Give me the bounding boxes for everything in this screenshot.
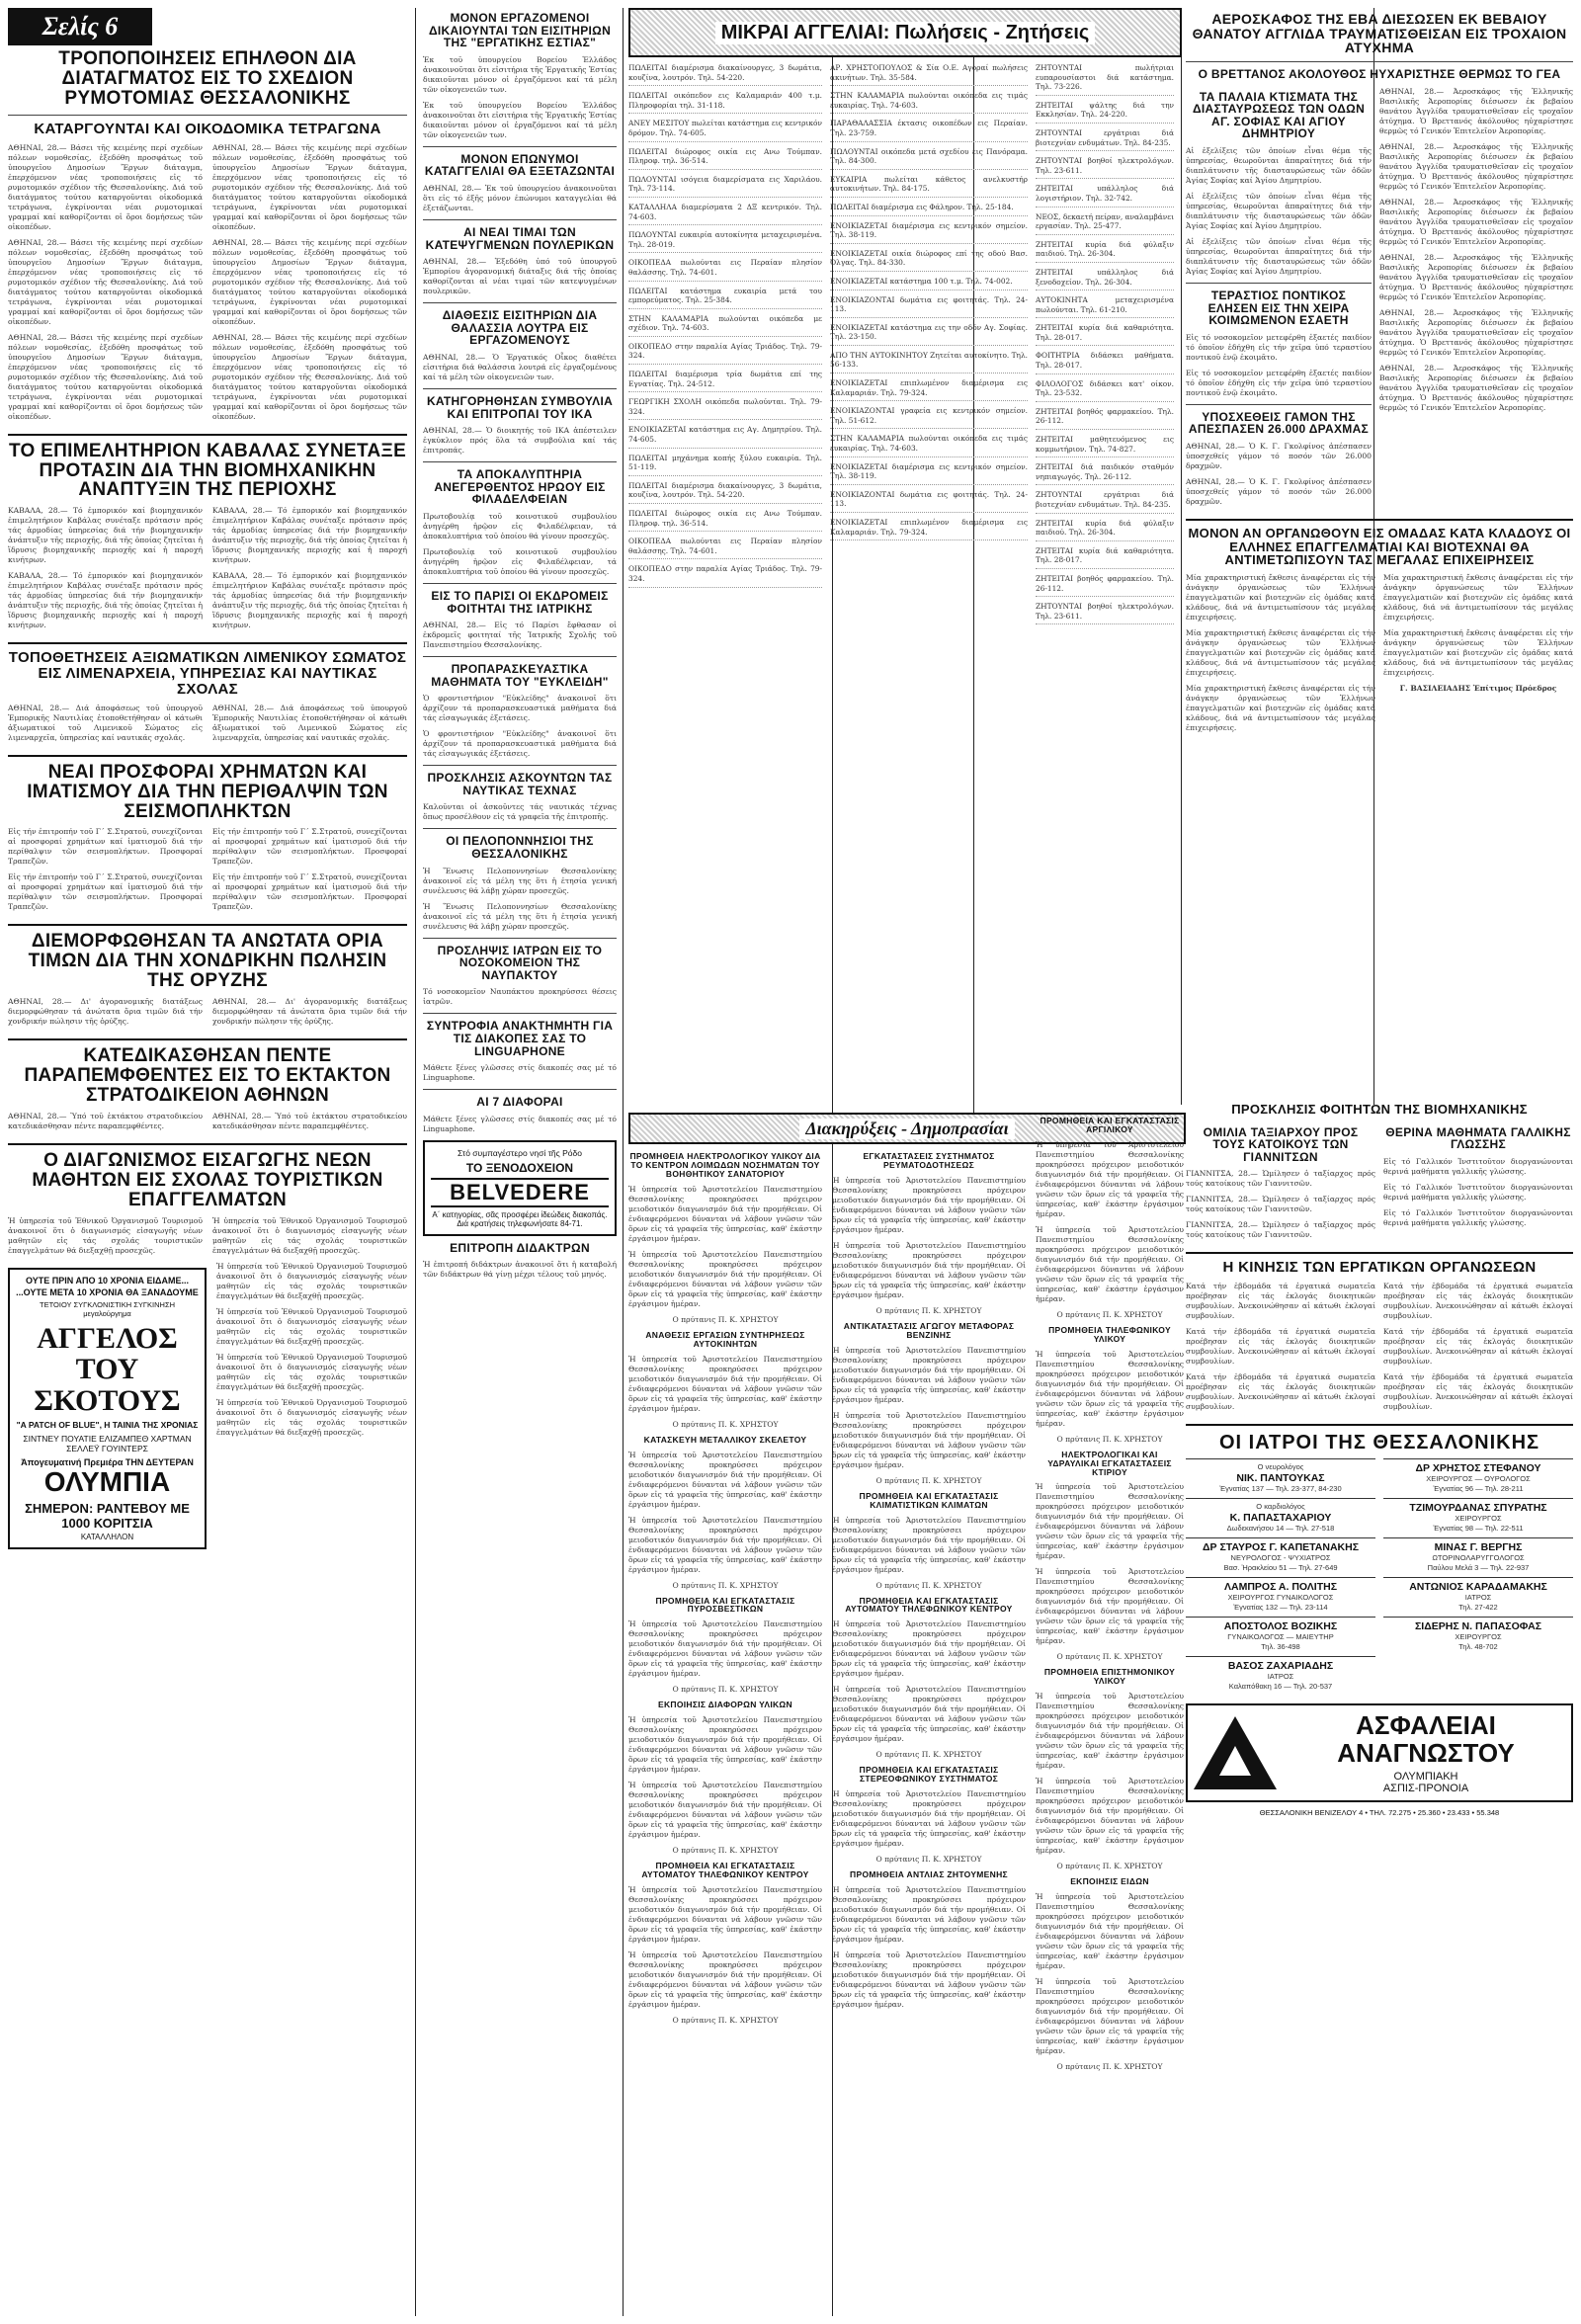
classified-ad: ΚΑΤΑΛΛΗΛΑ διαμερίσματα 2 ΔΞ κεντρικόν. Τηλ. 74-603. <box>628 203 822 225</box>
classified-ad: ΠΩΛΟΥΝΤΑΙ ευκαιρία αυτοκίνητα μεταχειρισμένα. Τηλ. 28-019. <box>628 230 822 253</box>
classified-ad: ΕΝΟΙΚΙΑΖΕΤΑΙ κατάστημα εις την οδόν Αγ. Σοφίας. Τηλ. 23-150. <box>830 323 1028 346</box>
doctor-card: ΜΙΝΑΣ Γ. ΒΕΡΓΗΣ ΩΤΟΡΙΝΟΛΑΡΥΓΓΟΛΟΓΟΣ Παύλου Μελά 3 — Τηλ. 22-937 <box>1383 1537 1573 1577</box>
tender-signature: Ο πρύτανις Π. Κ. ΧΡΗΣΤΟΥ <box>672 1685 779 1695</box>
classified-ad: ΕΝΟΙΚΙΑΖΕΤΑΙ κατάστημα 100 τ.μ. Τηλ. 74-002. <box>830 277 1028 290</box>
article-text: ΑΘΗΝΑΙ, 28.— Ὑπό τοῦ ἐκτάκτου στρατοδικείου κατεδικάσθησαν πέντε παραπεμφθέντες. <box>212 1112 407 1131</box>
article-text: ΑΘΗΝΑΙ, 28.— Ἀεροσκάφος τῆς Ἑλληνικῆς Βασιλικῆς Ἀεροπορίας διέσωσεν ἐκ βεβαίου θανάτου Ἀγγλίδα τραυματισθεῖσαν εἰς τροχαῖον ἀτύχημα. Ὁ Βρεττανός ἀκόλουθος ηὐχαρίστησε θερμῶς τό Γενικόν Ἐπιτελεῖον Ἀεροπορίας. <box>1379 363 1573 412</box>
classified-ad: ΖΗΤΕΙΤΑΙ βοηθός φαρμακείου. Τηλ. 26-112. <box>1036 574 1174 597</box>
tender-signature: Ο πρύτανις Π. Κ. ΧΡΗΣΤΟΥ <box>672 1846 779 1856</box>
belvedere-line1: Στό συμπαγέστερο νησί τῆς Ρόδο <box>458 1147 582 1158</box>
article-text: ΑΘΗΝΑΙ, 28.— Ὁ Κ. Γ. Γκολφίνος ἀπέσπασεν ὑποσχεθείς γάμον τό ποσόν τῶν 26.000 δραχμῶν. <box>1186 477 1372 506</box>
cinema-ad-premiere: Ἀπογευματινή Πρεμιέρα ΤΗΝ ΔΕΥΤΕΡΑΝ <box>21 1456 194 1467</box>
headline-pontikos: ΤΕΡΑΣΤΙΟΣ ΠΟΝΤΙΚΟΣ ΕΛΗΣΕΝ ΕΙΣ ΤΗΝ ΧΕΙΡΑ ΚΟΙΜΩΜΕΝΟΝ ΕΣΑΕΤΗ <box>1207 289 1350 328</box>
tender-text: Ἡ ὑπηρεσία τοῦ Ἀριστοτελείου Πανεπιστημίου Θεσσαλονίκης προκηρύσσει πρόχειρον μειοδοτικόν διαγωνισμόν διά τήν προμήθειαν. Οἱ ἐνδιαφερόμενοι δύνανται νά λάβουν γνῶσιν τῶν ὅρων εἰς τά γραφεῖα τῆς ὑπηρεσίας, καθ' ἑκάστην ἐργάσιμον ἡμέραν. <box>1036 1482 1184 1561</box>
article-text: ΓΙΑΝΝΙΤΣΑ, 28.— Ὡμίλησεν ὁ ταξίαρχος πρός τούς κατοίκους τῶν Γιαννιτσῶν. <box>1186 1195 1375 1214</box>
article-text: ΑΘΗΝΑΙ, 28.— Διά ἀποφάσεως τοῦ ὑπουργοῦ Ἐμπορικῆς Ναυτιλίας ἐτοποθετήθησαν οἱ κάτωθι ἀξιωματικοί τοῦ Λιμενικοῦ Σώματος εἰς λιμεναρχεῖα, ὑπηρεσίας καί ναυτικάς σχολάς. <box>8 703 203 742</box>
classifieds-header <box>628 8 1182 57</box>
article-text: Τό νοσοκομεῖον Ναυπάκτου προκηρύσσει θέσεις ἰατρῶν. <box>423 987 617 1007</box>
classified-ad: ΣΤΗΝ ΚΑΛΑΜΑΡΙΑ πωλούνται οικόπεδα με σχέδιον. Τηλ. 74-603. <box>628 314 822 337</box>
insurance-address: ΘΕΣΣΑΛΟΝΙΚΗ ΒΕΝΙΖΕΛΟΥ 4 • ΤΗΛ. 72.275 • 25.360 • 23.433 • 55.348 <box>1259 1808 1500 1818</box>
classified-ad: ΕΝΟΙΚΙΑΖΕΤΑΙ διαμέρισμα εις κεντρικόν σημείον. Τηλ. 38-119. <box>830 462 1028 485</box>
headline-gallika: ΘΕΡΙΝΑ ΜΑΘΗΜΑΤΑ ΓΑΛΛΙΚΗΣ ΓΛΩΣΣΗΣ <box>1385 1124 1571 1152</box>
classified-ad: ΖΗΤΕΙΤΑΙ διά παιδικόν σταθμόν νηπιαγωγός. Τηλ. 26-112. <box>1036 462 1174 485</box>
doctor-card: ΔΡ ΣΤΑΥΡΟΣ Γ. ΚΑΠΕΤΑΝΑΚΗΣ ΝΕΥΡΟΛΟΓΟΣ - ΨΥΧΙΑΤΡΟΣ Βασ. Ἡρακλείου 51 — Τηλ. 27-649 <box>1186 1537 1375 1577</box>
tender-signature: Ο πρύτανις Π. Κ. ΧΡΗΣΤΟΥ <box>1056 1434 1163 1444</box>
page-number-tag: Σελίς 6 <box>8 8 152 45</box>
tenders-column-c <box>1036 1113 1184 2078</box>
headline-stratodikeio: ΚΑΤΕΔΙΚΑΣΘΗΣΑΝ ΠΕΝΤΕ ΠΑΡΑΠΕΜΦΘΕΝΤΕΣ ΕΙΣ ΤΟ ΕΚΤΑΚΤΟΝ ΣΤΡΑΤΟΔΙΚΕΙΟΝ ΑΘΗΝΩΝ <box>24 1045 391 1107</box>
belvedere-line3: Α΄ κατηγορίας, σᾶς προσφέρει ἰδεώδεις διακοπάς. Διά κρατήσεις τηλεφωνήσατε 84-71. <box>432 1209 608 1228</box>
tender-text: Ἡ ὑπηρεσία τοῦ Ἀριστοτελείου Πανεπιστημίου Θεσσαλονίκης προκηρύσσει πρόχειρον μειοδοτικόν διαγωνισμόν διά τήν προμήθειαν. Οἱ ἐνδιαφερόμενοι δύνανται νά λάβουν γνῶσιν τῶν ὅρων εἰς τά γραφεῖα τῆς ὑπηρεσίας, καθ' ἑκάστην ἐργάσιμον ἡμέραν. <box>628 1950 822 2010</box>
tender-text: Ἡ ὑπηρεσία τοῦ Ἀριστοτελείου Πανεπιστημίου Θεσσαλονίκης προκηρύσσει πρόχειρον μειοδοτικόν διαγωνισμόν διά τήν προμήθειαν. Οἱ ἐνδιαφερόμενοι δύνανται νά λάβουν γνῶσιν τῶν ὅρων εἰς τά γραφεῖα τῆς ὑπηρεσίας, καθ' ἑκάστην ἐργάσιμον ἡμέραν. <box>832 1950 1026 2010</box>
classified-ad: ΕΥΚΑΙΡΙΑ πωλείται κάθετος ανελκυστήρ αυτοκινήτων. Τηλ. 84-175. <box>830 175 1028 198</box>
classified-ad: ΣΤΗΝ ΚΑΛΑΜΑΡΙΑ πωλούνται οικόπεδα εις τιμάς ευκαιρίας. Τηλ. 74-603. <box>830 91 1028 114</box>
article-text: ΑΘΗΝΑΙ, 28.— Ἀεροσκάφος τῆς Ἑλληνικῆς Βασιλικῆς Ἀεροπορίας διέσωσεν ἐκ βεβαίου θανάτου Ἀγγλίδα τραυματισθεῖσαν εἰς τροχαῖον ἀτύχημα. Ὁ Βρεττανός ἀκόλουθος ηὐχαρίστησε θερμῶς τό Γενικόν Ἐπιτελεῖον Ἀεροπορίας. <box>1379 307 1573 357</box>
article-text: ΑΘΗΝΑΙ, 28.— Διά ἀποφάσεως τοῦ ὑπουργοῦ Ἐμπορικῆς Ναυτιλίας ἐτοποθετήθησαν οἱ κάτωθι ἀξιωματικοί τοῦ Λιμενικοῦ Σώματος εἰς λιμεναρχεῖα, ὑπηρεσίας καί ναυτικάς σχολάς. <box>212 703 407 742</box>
headline-ergatiki-estia: ΜΟΝΟΝ ΕΡΓΑΖΟΜΕΝΟΙ ΔΙΚΑΙΟΥΝΤΑΙ ΤΩΝ ΕΙΣΙΤΗΡΙΩΝ ΤΗΣ "ΕΡΓΑΤΙΚΗΣ ΕΣΤΙΑΣ" <box>428 11 612 50</box>
classified-ad: ΖΗΤΕΙΤΑΙ βοηθός φαρμακείου. Τηλ. 26-112. <box>1036 407 1174 430</box>
article-text: Ἡ ὑπηρεσία τοῦ Ἐθνικοῦ Ὀργανισμοῦ Τουρισμοῦ ἀνακοινοῖ ὅτι ὁ διαγωνισμός εἰσαγωγῆς νέων μαθητῶν εἰς τάς σχολάς τουριστικῶν ἐπαγγελμάτων θά διεξαχθῇ προσεχῶς. <box>216 1352 407 1391</box>
article-text: ΑΘΗΝΑΙ, 28.— Ὑπό τοῦ ἐκτάκτου στρατοδικείου κατεδικάσθησαν πέντε παραπεμφθέντες. <box>8 1112 203 1131</box>
article-text: Μάθετε ξένες γλῶσσες στίς διακοπές σας μέ τό Linguaphone. <box>423 1114 617 1133</box>
doctor-card: ΑΝΤΩΝΙΟΣ ΚΑΡΑΔΑΜΑΚΗΣ ΙΑΤΡΟΣ Τηλ. 27-422 <box>1383 1577 1573 1617</box>
article-text: Εἰς τήν ἐπιτροπήν τοῦ Γ΄ Σ.Στρατοῦ, συνεχίζονται αἱ προσφοραί χρημάτων καί ἱματισμοῦ διά τήν περίθαλψιν τῶν σεισμοπλήκτων. Προσφοραί Τραπεζῶν. <box>212 872 407 912</box>
headline-ika: ΚΑΤΗΓΟΡΗΘΗΣΑΝ ΣΥΜΒΟΥΛΙΑ ΚΑΙ ΕΠΙΤΡΟΠΑΙ ΤΟΥ ΙΚΑ <box>426 393 614 421</box>
tender-heading: ΗΛΕΚΤΡΟΛΟΓΙΚΑΙ ΚΑΙ ΥΔΡΑΥΛΙΚΑΙ ΕΓΚΑΤΑΣΤΑΣΕΙΣ ΚΤΙΡΙΟΥ <box>1047 1449 1172 1477</box>
tender-heading: ΑΝΑΘΕΣΙΣ ΕΡΓΑΣΙΩΝ ΣΥΝΤΗΡΗΣΕΩΣ ΑΥΤΟΚΙΝΗΤΩΝ <box>645 1329 805 1349</box>
article-text: Κατά τήν ἑβδομάδα τά ἐργατικά σωματεῖα προέβησαν εἰς τάς ἐκλογάς διοικητικῶν συμβουλίων. Ἀνεκοινώθησαν αἱ κάτωθι ἐκλογαί συμβουλίων. <box>1186 1327 1375 1367</box>
classified-ad: ΕΝΟΙΚΙΑΖΕΤΑΙ επιπλωμένον διαμέρισμα εις Καλαμαριάν. Τηλ. 79-324. <box>830 518 1028 540</box>
headline-ktismata: ΤΑ ΠΑΛΑΙΑ ΚΤΙΣΜΑΤΑ ΤΗΣ ΔΙΑΣΤΑΥΡΩΣΕΩΣ ΤΩΝ ΟΔΩΝ ΑΓ. ΣΟΦΙΑΣ ΚΑΙ ΑΓΙΟΥ ΔΗΜΗΤΡΙΟΥ <box>1192 89 1366 141</box>
tender-text: Ἡ ὑπηρεσία τοῦ Ἀριστοτελείου Πανεπιστημίου Θεσσαλονίκης προκηρύσσει πρόχειρον μειοδοτικόν διαγωνισμόν διά τήν προμήθειαν. Οἱ ἐνδιαφερόμενοι δύνανται νά λάβουν γνῶσιν τῶν ὅρων εἰς τά γραφεῖα τῆς ὑπηρεσίας, καθ' ἑκάστην ἐργάσιμον ἡμέραν. <box>628 1354 822 1413</box>
article-text: ΑΘΗΝΑΙ, 28.— Δι' ἀγορανομικῆς διατάξεως διεμορφώθησαν τά ἀνώτατα ὅρια τιμῶν διά τήν χονδρικήν πώλησιν τῆς ὀρύζης. <box>212 997 407 1027</box>
article-text: Ἡ ὑπηρεσία τοῦ Ἐθνικοῦ Ὀργανισμοῦ Τουρισμοῦ ἀνακοινοῖ ὅτι ὁ διαγωνισμός εἰσαγωγῆς νέων μαθητῶν εἰς τάς σχολάς τουριστικῶν ἐπαγγελμάτων θά διεξαχθῇ προσεχῶς. <box>216 1306 407 1346</box>
tender-heading: ΕΓΚΑΤΑΣΤΑΣΕΙΣ ΣΥΣΤΗΜΑΤΟΣ ΡΕΥΜΑΤΟΔΟΤΗΣΕΩΣ <box>863 1151 995 1170</box>
tender-signature: Ο πρύτανις Π. Κ. ΧΡΗΣΤΟΥ <box>1056 1309 1163 1319</box>
article-text: Εἰς τήν ἐπιτροπήν τοῦ Γ΄ Σ.Στρατοῦ, συνεχίζονται αἱ προσφοραί χρημάτων καί ἱματισμοῦ διά τήν περίθαλψιν τῶν σεισμοπλήκτων. Προσφοραί Τραπεζῶν. <box>8 872 203 912</box>
column-6 <box>1186 8 1573 739</box>
cinema-ad-cast: ΣΙΝΤΝΕΥ ΠΟΥΑΤΙΕ ΕΛΙΖΑΜΠΕΘ ΧΑΡΤΜΑΝ ΣΕΛΛΕΫ ΓΟΥΙΝΤΕΡΣ <box>23 1433 192 1453</box>
doctors-list-right <box>1383 1458 1573 1696</box>
cinema-ad <box>8 1268 207 1549</box>
doctor-card: ΑΠΟΣΤΟΛΟΣ ΒΟΖΙΚΗΣ ΓΥΝΑΙΚΟΛΟΓΟΣ — ΜΑΙΕΥΤΗΡ Τηλ. 36-498 <box>1186 1617 1375 1656</box>
doctor-card: ΒΑΣΟΣ ΖΑΧΑΡΙΑΔΗΣ ΙΑΤΡΟΣ Καλαπόθακη 16 — Τηλ. 20-537 <box>1186 1656 1375 1696</box>
article-text: Ἐκ τοῦ ὑπουργείου Βορείου Ἑλλάδος ἀνακοινοῦται ὅτι εἰσιτήρια τῆς Ἐργατικῆς Ἑστίας δικαιοῦνται μόνον οἱ ἐργαζόμενοι καί τά μέλη τῶν οἰκογενειῶν των. <box>423 100 617 139</box>
headline-taxiarchos: ΟΜΙΛΙΑ ΤΑΞΙΑΡΧΟΥ ΠΡΟΣ ΤΟΥΣ ΚΑΤΟΙΚΟΥΣ ΤΩΝ ΓΙΑΝΝΙΤΣΩΝ <box>1203 1124 1359 1164</box>
classified-ad: ΕΝΟΙΚΙΑΖΟΝΤΑΙ δωμάτια εις φοιτητάς. Τηλ. 24-113. <box>830 295 1028 318</box>
article-text: Ὁ φροντιστήριον "Εὐκλείδης" ἀνακοινοῖ ὅτι ἀρχίζουν τά προπαρασκευαστικά μαθήματα διά τάς εἰσαγωγικάς ἐξετάσεις. <box>423 694 617 723</box>
article-text: Ἡ ὑπηρεσία τοῦ Ἐθνικοῦ Ὀργανισμοῦ Τουρισμοῦ ἀνακοινοῖ ὅτι ὁ διαγωνισμός εἰσαγωγῆς νέων μαθητῶν εἰς τάς σχολάς τουριστικῶν ἐπαγγελμάτων θά διεξαχθῇ προσεχῶς. <box>216 1261 407 1300</box>
tender-text: Ἡ ὑπηρεσία τοῦ Ἀριστοτελείου Πανεπιστημίου Θεσσαλονίκης προκηρύσσει πρόχειρον μειοδοτικόν διαγωνισμόν διά τήν προμήθειαν. Οἱ ἐνδιαφερόμενοι δύνανται νά λάβουν γνῶσιν τῶν ὅρων εἰς τά γραφεῖα τῆς ὑπηρεσίας, καθ' ἑκάστην ἐργάσιμον ἡμέραν. <box>832 1885 1026 1945</box>
headline-foitites: ΠΡΟΣΚΛΗΣΙΣ ΦΟΙΤΗΤΩΝ ΤΗΣ ΒΙΟΜΗΧΑΝΙΚΗΣ <box>1231 1102 1528 1117</box>
doctor-card: ΔΡ ΧΡΗΣΤΟΣ ΣΤΕΦΑΝΟΥ ΧΕΙΡΟΥΡΓΟΣ — ΟΥΡΟΛΟΓΟΣ Ἐγνατίας 96 — Τηλ. 28-211 <box>1383 1458 1573 1498</box>
article-text: ΑΘΗΝΑΙ, 28.— Βάσει τῆς κειμένης περί σχεδίων πόλεων νομοθεσίας, ἐξεδόθη προσφάτως τοῦ ὑπουργεῖου Δημοσίων Ἔργων διάταγμα, ἐπερχόμενον νέας τροποποιήσεις εἰς τό ρυμοτομικόν σχέδιον τῆς Θεσσαλονίκης. Διά τοῦ διατάγματος τούτου καταργοῦνται οἰκοδομικά τετράγωνα, ἐγκρίνονται νέαι ρυμοτομικαί γραμμαί καί καθορίζονται οἱ ὅροι δομήσεως τῶν οἰκοπέδων. <box>212 332 407 421</box>
article-text: ΑΘΗΝΑΙ, 28.— Ἀεροσκάφος τῆς Ἑλληνικῆς Βασιλικῆς Ἀεροπορίας διέσωσεν ἐκ βεβαίου θανάτου Ἀγγλίδα τραυματισθεῖσαν εἰς τροχαῖον ἀτύχημα. Ὁ Βρεττανός ἀκόλουθος ηὐχαρίστησε θερμῶς τό Γενικόν Ἐπιτελεῖον Ἀεροπορίας. <box>1379 197 1573 246</box>
article-text: Κατά τήν ἑβδομάδα τά ἐργατικά σωματεῖα προέβησαν εἰς τάς ἐκλογάς διοικητικῶν συμβουλίων. Ἀνεκοινώθησαν αἱ κάτωθι ἐκλογαί συμβουλίων. <box>1186 1282 1375 1321</box>
classified-ad: ΠΩΛΕΙΤΑΙ διαμέρισμα διακαίνουργες, 3 δωμάτια, κουζίνα, λουτρόν. Τηλ. 54-220. <box>628 481 822 504</box>
article-text: ΑΘΗΝΑΙ, 28.— Ὁ Ἐργατικός Οἶκος διαθέτει εἰσιτήρια διά θαλάσσια λουτρά εἰς ἐργαζομένους καί τά μέλη τῶν οἰκογενειῶν των. <box>423 352 617 381</box>
doctor-card: Ο νευρολόγος ΝΙΚ. ΠΑΝΤΟΥΚΑΣ Ἐγνατίας 137 — Τηλ. 23-377, 84-230 <box>1186 1458 1375 1498</box>
article-text: Εἰς τό νοσοκομεῖον μετεφέρθη ἑξαετές παιδίον τό ὁποῖον ἐδήχθη εἰς τήν χεῖρα ὑπό τεραστίου ποντικοῦ ἐνῷ ἐκοιμᾶτο. <box>1186 368 1372 397</box>
cinema-ad-line2: ...ΟΥΤΕ ΜΕΤΑ 10 ΧΡΟΝΙΑ ΘΑ ΞΑΝΑΔΟΥΜΕ <box>16 1286 199 1297</box>
classified-ad: ΠΩΛΕΙΤΑΙ κατάστημα ευκαιρία μετά του εμπορεύματος. Τηλ. 25-384. <box>628 287 822 309</box>
article-text: ΑΘΗΝΑΙ, 28.— Ὁ διοικητής τοῦ ΙΚΑ ἀπέστειλεν ἐγκύκλιον πρός ὅλα τά συμβούλια καί τάς ἐπιτροπάς. <box>423 426 617 456</box>
article-text: ΑΘΗΝΑΙ, 28.— Βάσει τῆς κειμένης περί σχεδίων πόλεων νομοθεσίας, ἐξεδόθη προσφάτως τοῦ ὑπουργεῖου Δημοσίων Ἔργων διάταγμα, ἐπερχόμενον νέας τροποποιήσεις εἰς τό ρυμοτομικόν σχέδιον τῆς Θεσσαλονίκης. Διά τοῦ διατάγματος τούτου καταργοῦνται οἰκοδομικά τετράγωνα, ἐγκρίνονται νέαι ρυμοτομικαί γραμμαί καί καθορίζονται οἱ ὅροι δομήσεως τῶν οἰκοπέδων. <box>8 237 203 326</box>
cinema-ad-title1: ΑΓΓΕΛΟΣ <box>37 1321 178 1355</box>
tender-text: Ἡ ὑπηρεσία τοῦ Ἀριστοτελείου Πανεπιστημίου Θεσσαλονίκης προκηρύσσει πρόχειρον μειοδοτικόν διαγωνισμόν διά τήν προμήθειαν. Οἱ ἐνδιαφερόμενοι δύνανται νά λάβουν γνῶσιν τῶν ὅρων εἰς τά γραφεῖα τῆς ὑπηρεσίας, καθ' ἑκάστην ἐργάσιμον ἡμέραν. <box>1036 1567 1184 1646</box>
classified-ad: ΕΝΟΙΚΙΑΖΕΤΑΙ κατάστημα εις Αγ. Δημητρίου. Τηλ. 74-605. <box>628 425 822 448</box>
article-text: Ἡ ὑπηρεσία τοῦ Ἐθνικοῦ Ὀργανισμοῦ Τουρισμοῦ ἀνακοινοῖ ὅτι ὁ διαγωνισμός εἰσαγωγῆς νέων μαθητῶν εἰς τάς σχολάς τουριστικῶν ἐπαγγελμάτων θά διεξαχθῇ προσεχῶς. <box>216 1397 407 1437</box>
tender-signature: Ο πρύτανις Π. Κ. ΧΡΗΣΤΟΥ <box>875 1475 982 1485</box>
article-text: Ἡ ὑπηρεσία τοῦ Ἐθνικοῦ Ὀργανισμοῦ Τουρισμοῦ ἀνακοινοῖ ὅτι ὁ διαγωνισμός εἰσαγωγῆς νέων μαθητῶν εἰς τάς σχολάς τουριστικῶν ἐπαγγελμάτων θά διεξαχθῇ προσεχῶς. <box>212 1215 407 1255</box>
classified-ad: ΦΙΛΟΛΟΓΟΣ διδάσκει κατ' οίκον. Τηλ. 23-532. <box>1036 379 1174 402</box>
article-text: Ἡ ὑπηρεσία τοῦ Ἐθνικοῦ Ὀργανισμοῦ Τουρισμοῦ ἀνακοινοῖ ὅτι ὁ διαγωνισμός εἰσαγωγῆς νέων μαθητῶν εἰς τάς σχολάς τουριστικῶν ἐπαγγελμάτων θά διεξαχθῇ προσεχῶς. <box>8 1215 203 1255</box>
classifieds-column-a <box>628 63 822 629</box>
insurance-line-1: ΟΛΥΜΠΙΑΚΗ <box>1393 1771 1458 1784</box>
article-text: Εἰς τήν ἐπιτροπήν τοῦ Γ΄ Σ.Στρατοῦ, συνεχίζονται αἱ προσφοραί χρημάτων καί ἱματισμοῦ διά τήν περίθαλψιν τῶν σεισμοπλήκτων. Προσφοραί Τραπεζῶν. <box>8 827 203 867</box>
tender-signature: Ο πρύτανις Π. Κ. ΧΡΗΣΤΟΥ <box>1056 1862 1163 1871</box>
article-text: Πρωτοβουλίᾳ τοῦ κοινοτικοῦ συμβουλίου ἀνηγέρθη ἡρῷον εἰς Φιλαδέλφειαν, τά ἀποκαλυπτήρια τοῦ ὁποίου θά γίνουν προσεχῶς. <box>423 546 617 576</box>
classified-ad: ΕΝΟΙΚΙΑΖΕΤΑΙ διαμέρισμα εις κεντρικόν σημείον. Τηλ. 38-119. <box>830 221 1028 244</box>
headline-kavala: ΤΟ ΕΠΙΜΕΛΗΤΗΡΙΟΝ ΚΑΒΑΛΑΣ ΣΥΝΕΤΑΞΕ ΠΡΟΤΑΣΙΝ ΔΙΑ ΤΗΝ ΒΙΟΜΗΧΑΝΙΚΗΝ ΑΝΑΠΤΥΞΙΝ ΤΗΣ ΠΕΡΙΟΧΗΣ <box>8 440 407 501</box>
classified-ad: ΖΗΤΟΥΝΤΑΙ πωλήτριαι ευπαρουσίαστοι διά κατάστημα. Τηλ. 73-226. <box>1036 63 1174 96</box>
article-text: ΑΘΗΝΑΙ, 28.— Ἀεροσκάφος τῆς Ἑλληνικῆς Βασιλικῆς Ἀεροπορίας διέσωσεν ἐκ βεβαίου θανάτου Ἀγγλίδα τραυματισθεῖσαν εἰς τροχαῖον ἀτύχημα. Ὁ Βρεττανός ἀκόλουθος ηὐχαρίστησε θερμῶς τό Γενικόν Ἐπιτελεῖον Ἀεροπορίας. <box>1379 252 1573 301</box>
tender-signature: Ο πρύτανις Π. Κ. ΧΡΗΣΤΟΥ <box>1056 2062 1163 2072</box>
headline-efkleidis: ΠΡΟΠΑΡΑΣΚΕΥΑΣΤΙΚΑ ΜΑΘΗΜΑΤΑ ΤΟΥ "ΕΥΚΛΕΙΔΗ" <box>431 662 609 689</box>
classified-ad: ΖΗΤΟΥΝΤΑΙ βοηθοί ηλεκτρολόγων. Τηλ. 23-611. <box>1036 156 1174 179</box>
doctor-card: ΛΑΜΠΡΟΣ Α. ΠΟΛΙΤΗΣ ΧΕΙΡΟΥΡΓΟΣ ΓΥΝΑΙΚΟΛΟΓΟΣ Ἐγνατίας 132 — Τηλ. 23-114 <box>1186 1577 1375 1617</box>
right-lower <box>1186 1099 1573 1817</box>
article-text: Αἱ ἐξελίξεις τῶν ὁποίων εἶναι θέμα τῆς ὑπηρεσίας, θεωροῦνται ἀπαραίτητες διά τήν διαπλάτυνσιν τῆς διασταυρώσεως τῶν ὁδῶν Ἀγίας Σοφίας καί Ἁγίου Δημητρίου. <box>1186 146 1372 186</box>
classified-ad: ΖΗΤΕΙΤΑΙ κυρία διά φύλαξιν παιδιού. Τηλ. 26-304. <box>1036 519 1174 541</box>
classified-ad: ΟΙΚΟΠΕΔΑ πωλούνται εις Περαίαν πλησίον θαλάσσης. Τηλ. 74-601. <box>628 258 822 281</box>
headline-ergatikes-organoseis: Η ΚΙΝΗΣΙΣ ΤΩΝ ΕΡΓΑΤΙΚΩΝ ΟΡΓΑΝΩΣΕΩΝ <box>1222 1259 1537 1277</box>
insurance-brand-2: ΑΝΑΓΝΩΣΤΟΥ <box>1337 1738 1515 1769</box>
article-text: Κατά τήν ἑβδομάδα τά ἐργατικά σωματεῖα προέβησαν εἰς τάς ἐκλογάς διοικητικῶν συμβουλίων. Ἀνεκοινώθησαν αἱ κάτωθι ἐκλογαί συμβουλίων. <box>1383 1372 1573 1412</box>
headline-poulerika: ΑΙ ΝΕΑΙ ΤΙΜΑΙ ΤΩΝ ΚΑΤΕΨΥΓΜΕΝΩΝ ΠΟΥΛΕΡΙΚΩΝ <box>425 224 615 252</box>
tender-signature: Ο πρύτανις Π. Κ. ΧΡΗΣΤΟΥ <box>875 1305 982 1315</box>
tender-heading: ΠΡΟΜΗΘΕΙΑ ΚΑΙ ΕΓΚΑΤΑΣΤΑΣΙΣ ΑΡΓΙΛΙΚΟΥ <box>1040 1116 1180 1134</box>
article-text: ΑΘΗΝΑΙ, 28.— Ὁ Κ. Γ. Γκολφίνος ἀπέσπασεν ὑποσχεθείς γάμον τό ποσόν τῶν 26.000 δραχμῶν. <box>1186 442 1372 470</box>
classifieds-column-b <box>830 63 1028 629</box>
classified-ad: ΕΝΟΙΚΙΑΖΟΝΤΑΙ γραφεία εις κεντρικόν σημείον. Τηλ. 51-612. <box>830 406 1028 429</box>
article-text: ΓΙΑΝΝΙΤΣΑ, 28.— Ὡμίλησεν ὁ ταξίαρχος πρός τούς κατοίκους τῶν Γιαννιτσῶν. <box>1186 1169 1375 1189</box>
headline-ryMotomia: ΤΡΟΠΟΠΟΙΗΣΕΙΣ ΕΠΗΛΘΟΝ ΔΙΑ ΔΙΑΤΑΓΜΑΤΟΣ ΕΙΣ ΤΟ ΣΧΕΔΙΟΝ ΡΥΜΟΤΟΜΙΑΣ ΘΕΣΣΑΛΟΝΙΚΗΣ <box>58 48 357 109</box>
classified-ad: ΕΝΟΙΚΙΑΖΕΤΑΙ οικία διώροφος επί της οδού Βασ. Όλγας. Τηλ. 84-330. <box>830 249 1028 272</box>
tender-text: Ἡ ὑπηρεσία τοῦ Ἀριστοτελείου Πανεπιστημίου Θεσσαλονίκης προκηρύσσει πρόχειρον μειοδοτικόν διαγωνισμόν διά τήν προμήθειαν. Οἱ ἐνδιαφερόμενοι δύνανται νά λάβουν γνῶσιν τῶν ὅρων εἰς τά γραφεῖα τῆς ὑπηρεσίας, καθ' ἑκάστην ἐργάσιμον ἡμέραν. <box>1036 1777 1184 1856</box>
classified-ad: ΠΩΛΕΙΤΑΙ διαμέρισμα διακαίνουργες, 3 δωμάτια, κουζίνα, λουτρόν. Τηλ. 54-220. <box>628 63 822 86</box>
tender-text: Ἡ ὑπηρεσία τοῦ Ἀριστοτελείου Πανεπιστημίου Θεσσαλονίκης προκηρύσσει πρόχειρον μειοδοτικόν διαγωνισμόν διά τήν προμήθειαν. Οἱ ἐνδιαφερόμενοι δύνανται νά λάβουν γνῶσιν τῶν ὅρων εἰς τά γραφεῖα τῆς ὑπηρεσίας, καθ' ἑκάστην ἐργάσιμον ἡμέραν. <box>832 1789 1026 1849</box>
cinema-ad-today: ΣΗΜΕΡΟΝ: ΡΑΝΤΕΒΟΥ ΜΕ 1000 ΚΟΡΙΤΣΙΑ <box>25 1500 190 1531</box>
classified-ad: ΟΙΚΟΠΕΔΑ πωλούνται εις Περαίαν πλησίον θαλάσσης. Τηλ. 74-601. <box>628 537 822 559</box>
column-2 <box>423 8 617 1286</box>
tender-signature: Ο πρύτανις Π. Κ. ΧΡΗΣΤΟΥ <box>875 1580 982 1590</box>
classified-ad: ΟΙΚΟΠΕΔΟ στην παραλία Αγίας Τριάδος. Τηλ. 79-324. <box>628 342 822 365</box>
classified-ad: ΟΙΚΟΠΕΔΟ στην παραλία Αγίας Τριάδος. Τηλ. 79-324. <box>628 564 822 587</box>
tender-heading: ΠΡΟΜΗΘΕΙΑ ΕΠΙΣΤΗΜΟΝΙΚΟΥ ΥΛΙΚΟΥ <box>1043 1667 1176 1687</box>
tender-text: Ἡ ὑπηρεσία τοῦ Ἀριστοτελείου Πανεπιστημίου Θεσσαλονίκης προκηρύσσει πρόχειρον μειοδοτικόν διαγωνισμόν διά τήν προμήθειαν. Οἱ ἐνδιαφερόμενοι δύνανται νά λάβουν γνῶσιν τῶν ὅρων εἰς τά γραφεῖα τῆς ὑπηρεσίας, καθ' ἑκάστην ἐργάσιμον ἡμέραν. <box>628 1450 822 1509</box>
headline-aeroskafos: ΑΕΡΟΣΚΑΦΟΣ ΤΗΣ ΕΒΑ ΔΙΕΣΩΣΕΝ ΕΚ ΒΕΒΑΙΟΥ ΘΑΝΑΤΟΥ ΑΓΓΛΙΔΑ ΤΡΑΥΜΑΤΙΣΘΕΙΣΑΝ ΕΙΣ ΤΡΟΧΑΙΟΝ ΑΤΥΧΗΜΑ <box>1192 11 1567 56</box>
tender-text: Ἡ ὑπηρεσία τοῦ Ἀριστοτελείου Πανεπιστημίου Θεσσαλονίκης προκηρύσσει πρόχειρον μειοδοτικόν διαγωνισμόν διά τήν προμήθειαν. Οἱ ἐνδιαφερόμενοι δύνανται νά λάβουν γνῶσιν τῶν ὅρων εἰς τά γραφεῖα τῆς ὑπηρεσίας, καθ' ἑκάστην ἐργάσιμον ἡμέραν. <box>832 1410 1026 1469</box>
classified-ad: ΠΩΛΕΙΤΑΙ διαμέρισμα τρία δωμάτια επί της Εγνατίας. Τηλ. 24-512. <box>628 370 822 392</box>
insurance-line-2: ΑΣΠΙΣ-ΠΡΟΝΟΙΑ <box>1382 1783 1469 1795</box>
headline-iroo: ΤΑ ΑΠΟΚΑΛΥΠΤΗΡΙΑ ΑΝΕΓΕΡΘΕΝΤΟΣ ΗΡΩΟΥ ΕΙΣ ΦΙΛΑΔΕΛΦΕΙΑΝ <box>434 467 606 507</box>
classifieds-column-c <box>1036 63 1174 629</box>
tender-text: Ἡ ὑπηρεσία τοῦ Ἀριστοτελείου Πανεπιστημίου Θεσσαλονίκης προκηρύσσει πρόχειρον μειοδοτικόν διαγωνισμόν διά τήν προμήθειαν. Οἱ ἐνδιαφερόμενοι δύνανται νά λάβουν γνῶσιν τῶν ὅρων εἰς τά γραφεῖα τῆς ὑπηρεσίας, καθ' ἑκάστην ἐργάσιμον ἡμέραν. <box>1036 1139 1184 1218</box>
tender-text: Ἡ ὑπηρεσία τοῦ Ἀριστοτελείου Πανεπιστημίου Θεσσαλονίκης προκηρύσσει πρόχειρον μειοδοτικόν διαγωνισμόν διά τήν προμήθειαν. Οἱ ἐνδιαφερόμενοι δύνανται νά λάβουν γνῶσιν τῶν ὅρων εἰς τά γραφεῖα τῆς ὑπηρεσίας, καθ' ἑκάστην ἐργάσιμον ἡμέραν. <box>628 1249 822 1308</box>
classified-ad: ΖΗΤΟΥΝΤΑΙ εργάτριαι διά βιοτεχνίαν ενδυμάτων. Τηλ. 84-235. <box>1036 490 1174 513</box>
headline-nafpaktos: ΠΡΟΣΛΗΨΙΣ ΙΑΤΡΩΝ ΕΙΣ ΤΟ ΝΟΣΟΚΟΜΕΙΟΝ ΤΗΣ ΝΑΥΠΑΚΤΟΥ <box>437 943 603 982</box>
classified-ad: ΕΝΟΙΚΙΑΖΟΝΤΑΙ δωμάτια εις φοιτητάς. Τηλ. 24-113. <box>830 490 1028 513</box>
headline-seismoplikta: ΝΕΑΙ ΠΡΟΣΦΟΡΑΙ ΧΡΗΜΑΤΩΝ ΚΑΙ ΙΜΑΤΙΣΜΟΥ ΔΙΑ ΤΗΝ ΠΕΡΙΘΑΛΨΙΝ ΤΩΝ ΣΕΙΣΜΟΠΛΗΚΤΩΝ <box>27 761 388 822</box>
classified-ad: ΖΗΤΕΙΤΑΙ μαθητευόμενος εις κομμωτήριον. Τηλ. 74-827. <box>1036 435 1174 457</box>
classified-ad: ΠΑΡΑΘΑΛΑΣΣΙΑ έκτασις οικοπέδων εις Περαίαν. Τηλ. 23-759. <box>830 119 1028 141</box>
article-text: Κατά τήν ἑβδομάδα τά ἐργατικά σωματεῖα προέβησαν εἰς τάς ἐκλογάς διοικητικῶν συμβουλίων. Ἀνεκοινώθησαν αἱ κάτωθι ἐκλογαί συμβουλίων. <box>1383 1327 1573 1367</box>
tender-heading: ΠΡΟΜΗΘΕΙΑ ΚΑΙ ΕΓΚΑΤΑΣΤΑΣΙΣ ΠΥΡΟΣΒΕΣΤΙΚΩΝ <box>655 1595 795 1615</box>
article-text: Αἱ ἐξελίξεις τῶν ὁποίων εἶναι θέμα τῆς ὑπηρεσίας, θεωροῦνται ἀπαραίτητες διά τήν διαπλάτυνσιν τῆς διασταυρώσεως τῶν ὁδῶν Ἀγίας Σοφίας καί Ἁγίου Δημητρίου. <box>1186 237 1372 277</box>
tender-text: Ἡ ὑπηρεσία τοῦ Ἀριστοτελείου Πανεπιστημίου Θεσσαλονίκης προκηρύσσει πρόχειρον μειοδοτικόν διαγωνισμόν διά τήν προμήθειαν. Οἱ ἐνδιαφερόμενοι δύνανται νά λάβουν γνῶσιν τῶν ὅρων εἰς τά γραφεῖα τῆς ὑπηρεσίας, καθ' ἑκάστην ἐργάσιμον ἡμέραν. <box>832 1515 1026 1574</box>
article-text: Μάθετε ξένες γλῶσσες στίς διακοπές σας μέ τό Linguaphone. <box>423 1063 617 1083</box>
tender-text: Ἡ ὑπηρεσία τοῦ Ἀριστοτελείου Πανεπιστημίου Θεσσαλονίκης προκηρύσσει πρόχειρον μειοδοτικόν διαγωνισμόν διά τήν προμήθειαν. Οἱ ἐνδιαφερόμενοι δύνανται νά λάβουν γνῶσιν τῶν ὅρων εἰς τά γραφεῖα τῆς ὑπηρεσίας, καθ' ἑκάστην ἐργάσιμον ἡμέραν. <box>1036 1892 1184 1971</box>
column-1 <box>8 45 407 1555</box>
classified-ad: ΖΗΤΕΙΤΑΙ κυρία διά καθαριότητα. Τηλ. 28-017. <box>1036 323 1174 346</box>
classified-ad: ΠΩΛΕΙΤΑΙ μηχάνημα κοπής ξύλου ευκαιρία. Τηλ. 51-119. <box>628 454 822 476</box>
tender-text: Ἡ ὑπηρεσία τοῦ Ἀριστοτελείου Πανεπιστημίου Θεσσαλονίκης προκηρύσσει πρόχειρον μειοδοτικόν διαγωνισμόν διά τήν προμήθειαν. Οἱ ἐνδιαφερόμενοι δύνανται νά λάβουν γνῶσιν τῶν ὅρων εἰς τά γραφεῖα τῆς ὑπηρεσίας, καθ' ἑκάστην ἐργάσιμον ἡμέραν. <box>628 1781 822 1840</box>
tender-heading: ΠΡΟΜΗΘΕΙΑ ΚΑΙ ΕΓΚΑΤΑΣΤΑΣΙΣ ΑΥΤΟΜΑΤΟΥ ΤΗΛΕΦΩΝΙΚΟΥ ΚΕΝΤΡΟΥ <box>845 1595 1013 1615</box>
article-text: Εἰς τό Γαλλικόν Ἰνστιτοῦτον διοργανώνονται θερινά μαθήματα γαλλικῆς γλώσσης. <box>1383 1207 1573 1227</box>
article-text: ΚΑΒΑΛΑ, 28.— Τό ἐμπορικόν καί βιομηχανικόν ἐπιμελητήριον Καβάλας συνέταξε πρότασιν πρός τάς ἁρμοδίας ὑπηρεσίας διά τήν βιομηχανικήν ἀνάπτυξιν τῆς περιοχῆς, διά τῆς ὁποίας ζητεῖται ἡ ἵδρυσις βιομηχανικῆς περιοχῆς καί ἡ παροχή κινήτρων. <box>212 571 407 630</box>
article-text: ΑΘΗΝΑΙ, 28.— Ἀεροσκάφος τῆς Ἑλληνικῆς Βασιλικῆς Ἀεροπορίας διέσωσεν ἐκ βεβαίου θανάτου Ἀγγλίδα τραυματισθεῖσαν εἰς τροχαῖον ἀτύχημα. Ὁ Βρεττανός ἀκόλουθος ηὐχαρίστησε θερμῶς τό Γενικόν Ἐπιτελεῖον Ἀεροπορίας. <box>1379 141 1573 191</box>
headline-didaktra: ΕΠΙΤΡΟΠΗ ΔΙΔΑΚΤΡΩΝ <box>450 1240 590 1255</box>
headline-peloponnisioi: ΟΙ ΠΕΛΟΠΟΝΝΗΣΙΟΙ ΤΗΣ ΘΕΣΣΑΛΟΝΙΚΗΣ <box>446 834 594 862</box>
cinema-ad-line3: ΤΕΤΟΙΟΥ ΣΥΓΚΛΟΝΙΣΤΙΚΗ ΣΥΓΚΙΝΗΣΗ μεγαλούργημα <box>40 1299 175 1318</box>
article-text: ΚΑΒΑΛΑ, 28.— Τό ἐμπορικόν καί βιομηχανικόν ἐπιμελητήριον Καβάλας συνέταξε πρότασιν πρός τάς ἁρμοδίας ὑπηρεσίας διά τήν βιομηχανικήν ἀνάπτυξιν τῆς περιοχῆς, διά τῆς ὁποίας ζητεῖται ἡ ἵδρυσις βιομηχανικῆς περιοχῆς καί ἡ παροχή κινήτρων. <box>212 506 407 565</box>
doctors-list-left <box>1186 1458 1375 1696</box>
tenders-title: Διακηρύξεις - Δημοπρασίαι <box>799 1119 1014 1139</box>
tender-signature: Ο πρύτανις Π. Κ. ΧΡΗΣΤΟΥ <box>875 1750 982 1760</box>
classified-ad: ΠΩΛΕΙΤΑΙ διώροφος οικία εις Ανω Τούμπαν. Πληροφ. τηλ. 36-514. <box>628 147 822 170</box>
tender-text: Ἡ ὑπηρεσία τοῦ Ἀριστοτελείου Πανεπιστημίου Θεσσαλονίκης προκηρύσσει πρόχειρον μειοδοτικόν διαγωνισμόν διά τήν προμήθειαν. Οἱ ἐνδιαφερόμενοι δύνανται νά λάβουν γνῶσιν τῶν ὅρων εἰς τά γραφεῖα τῆς ὑπηρεσίας, καθ' ἑκάστην ἐργάσιμον ἡμέραν. <box>1036 1224 1184 1303</box>
article-text: ΑΘΗΝΑΙ, 28.— Βάσει τῆς κειμένης περί σχεδίων πόλεων νομοθεσίας, ἐξεδόθη προσφάτως τοῦ ὑπουργεῖου Δημοσίων Ἔργων διάταγμα, ἐπερχόμενον νέας τροποποιήσεις εἰς τό ρυμοτομικόν σχέδιον τῆς Θεσσαλονίκης. Διά τοῦ διατάγματος τούτου καταργοῦνται οἰκοδομικά τετράγωνα, ἐγκρίνονται νέαι ρυμοτομικαί γραμμαί καί καθορίζονται οἱ ὅροι δομήσεως τῶν οἰκοπέδων. <box>8 142 203 231</box>
article-text: ΑΘΗΝΑΙ, 28.— Ἀεροσκάφος τῆς Ἑλληνικῆς Βασιλικῆς Ἀεροπορίας διέσωσεν ἐκ βεβαίου θανάτου Ἀγγλίδα τραυματισθεῖσαν εἰς τροχαῖον ἀτύχημα. Ὁ Βρεττανός ἀκόλουθος ηὐχαρίστησε θερμῶς τό Γενικόν Ἐπιτελεῖον Ἀεροπορίας. <box>1379 86 1573 135</box>
classified-ad: ΓΕΩΡΓΙΚΗ ΣΧΟΛΗ οικόπεδα πωλούνται. Τηλ. 79-324. <box>628 397 822 420</box>
doctor-card: ΤΖΙΜΟΥΡΔΑΝΑΣ ΣΠΥΡΑΤΗΣ ΧΕΙΡΟΥΡΓΟΣ Ἐγνατίας 98 — Τηλ. 22-511 <box>1383 1498 1573 1537</box>
tender-heading: ΠΡΟΜΗΘΕΙΑ ΑΝΤΛΙΑΣ ΖΗΤΟΥΜΕΝΗΣ <box>850 1869 1008 1880</box>
tender-signature: Ο πρύτανις Π. Κ. ΧΡΗΣΤΟΥ <box>875 1855 982 1865</box>
triangle-logo-icon <box>1194 1716 1277 1789</box>
insurance-ad <box>1186 1703 1573 1802</box>
tender-text: Ἡ ὑπηρεσία τοῦ Ἀριστοτελείου Πανεπιστημίου Θεσσαλονίκης προκηρύσσει πρόχειρον μειοδοτικόν διαγωνισμόν διά τήν προμήθειαν. Οἱ ἐνδιαφερόμενοι δύνανται νά λάβουν γνῶσιν τῶν ὅρων εἰς τά γραφεῖα τῆς ὑπηρεσίας, καθ' ἑκάστην ἐργάσιμον ἡμέραν. <box>628 1515 822 1574</box>
doctor-card: Ο καρδιολόγος Κ. ΠΑΠΑΣΤΑΧΑΡΙΟΥ Δωδεκανήσου 14 — Τηλ. 27-518 <box>1186 1498 1375 1537</box>
article-text: Αἱ ἐξελίξεις τῶν ὁποίων εἶναι θέμα τῆς ὑπηρεσίας, θεωροῦνται ἀπαραίτητες διά τήν διαπλάτυνσιν τῆς διασταυρώσεως τῶν ὁδῶν Ἀγίας Σοφίας καί Ἁγίου Δημητρίου. <box>1186 192 1372 231</box>
tender-text: Ἡ ὑπηρεσία τοῦ Ἀριστοτελείου Πανεπιστημίου Θεσσαλονίκης προκηρύσσει πρόχειρον μειοδοτικόν διαγωνισμόν διά τήν προμήθειαν. Οἱ ἐνδιαφερόμενοι δύνανται νά λάβουν γνῶσιν τῶν ὅρων εἰς τά γραφεῖα τῆς ὑπηρεσίας, καθ' ἑκάστην ἐργάσιμον ἡμέραν. <box>832 1685 1026 1744</box>
tender-heading: ΠΡΟΜΗΘΕΙΑ ΗΛΕΚΤΡΟΛΟΓΙΚΟΥ ΥΛΙΚΟΥ ΔΙΑ ΤΟ ΚΕΝΤΡΟΝ ΛΟΙΜΩΔΩΝ ΝΟΣΗΜΑΤΩΝ ΤΟΥ ΒΟΗΘΗΤΙΚΟΥ ΣΑΝΑΤΟΡΙΟΥ <box>629 1151 821 1179</box>
article-text: Μία χαρακτηριστική ἔκθεσις ἀναφέρεται εἰς τήν ἀνάγκην ὀργανώσεως τῶν Ἑλλήνων ἐπαγγελματιῶν καί βιοτεχνῶν εἰς ὁμάδας κατά κλάδους, διά νά ἀντιμετωπίσουν τάς μεγάλας ἐπιχειρήσεις. <box>1186 683 1375 732</box>
classified-ad: ΕΝΟΙΚΙΑΖΕΤΑΙ επιπλωμένον διαμέρισμα εις Καλαμαριάν. Τηλ. 79-324. <box>830 378 1028 401</box>
classified-ad: ΠΩΛΟΥΝΤΑΙ οικόπεδα μετά σχεδίου εις Πανόραμα. Τηλ. 84-300. <box>830 147 1028 170</box>
tender-text: Ἡ ὑπηρεσία τοῦ Ἀριστοτελείου Πανεπιστημίου Θεσσαλονίκης προκηρύσσει πρόχειρον μειοδοτικόν διαγωνισμόν διά τήν προμήθειαν. Οἱ ἐνδιαφερόμενοι δύνανται νά λάβουν γνῶσιν τῶν ὅρων εἰς τά γραφεῖα τῆς ὑπηρεσίας, καθ' ἑκάστην ἐργάσιμον ἡμέραν. <box>628 1619 822 1679</box>
article-signature: Γ. ΒΑΣΙΛΕΙΑΔΗΣ Ἐπίτιμος Πρόεδρος <box>1399 683 1557 693</box>
headline-parisi: ΕΙΣ ΤΟ ΠΑΡΙΣΙ ΟΙ ΕΚΔΡΟΜΕΙΣ ΦΟΙΤΗΤΑΙ ΤΗΣ ΙΑΤΡΙΚΗΣ <box>431 588 609 616</box>
tender-heading: ΑΝΤΙΚΑΤΑΣΤΑΣΙΣ ΑΓΩΓΟΥ ΜΕΤΑΦΟΡΑΣ ΒΕΝΖΙΝΗΣ <box>843 1320 1015 1340</box>
classified-ad: ΖΗΤΟΥΝΤΑΙ βοηθοί ηλεκτρολόγων. Τηλ. 23-611. <box>1036 602 1174 624</box>
tender-signature: Ο πρύτανις Π. Κ. ΧΡΗΣΤΟΥ <box>672 1419 779 1429</box>
tender-text: Ἡ ὑπηρεσία τοῦ Ἀριστοτελείου Πανεπιστημίου Θεσσαλονίκης προκηρύσσει πρόχειρον μειοδοτικόν διαγωνισμόν διά τήν προμήθειαν. Οἱ ἐνδιαφερόμενοι δύνανται νά λάβουν γνῶσιν τῶν ὅρων εἰς τά γραφεῖα τῆς ὑπηρεσίας, καθ' ἑκάστην ἐργάσιμον ἡμέραν. <box>832 1240 1026 1299</box>
headline-linguaphone: ΣΥΝΤΡΟΦΙΑ ΑΝΑΚΤΗΜΗΤΗ ΓΙΑ ΤΙΣ ΔΙΑΚΟΠΕΣ ΣΑΣ ΤΟ LINGUAPHONE <box>426 1019 614 1058</box>
article-text: ΑΘΗΝΑΙ, 28.— Βάσει τῆς κειμένης περί σχεδίων πόλεων νομοθεσίας, ἐξεδόθη προσφάτως τοῦ ὑπουργεῖου Δημοσίων Ἔργων διάταγμα, ἐπερχόμενον νέας τροποποιήσεις εἰς τό ρυμοτομικόν σχέδιον τῆς Θεσσαλονίκης. Διά τοῦ διατάγματος τούτου καταργοῦνται οἰκοδομικά τετράγωνα, ἐγκρίνονται νέαι ρυμοτομικαί γραμμαί καί καθορίζονται οἱ ὅροι δομήσεως τῶν οἰκοπέδων. <box>212 237 407 326</box>
article-text: Εἰς τό Γαλλικόν Ἰνστιτοῦτον διοργανώνονται θερινά μαθήματα γαλλικῆς γλώσσης. <box>1383 1156 1573 1176</box>
article-text: Μία χαρακτηριστική ἔκθεσις ἀναφέρεται εἰς τήν ἀνάγκην ὀργανώσεως τῶν Ἑλλήνων ἐπαγγελματιῶν καί βιοτεχνῶν εἰς ὁμάδας κατά κλάδους, διά νά ἀντιμετωπίσουν τάς μεγάλας ἐπιχειρήσεις. <box>1186 627 1375 677</box>
tender-text: Ἡ ὑπηρεσία τοῦ Ἀριστοτελείου Πανεπιστημίου Θεσσαλονίκης προκηρύσσει πρόχειρον μειοδοτικόν διαγωνισμόν διά τήν προμήθειαν. Οἱ ἐνδιαφερόμενοι δύνανται νά λάβουν γνῶσιν τῶν ὅρων εἰς τά γραφεῖα τῆς ὑπηρεσίας, καθ' ἑκάστην ἐργάσιμον ἡμέραν. <box>628 1715 822 1775</box>
cinema-ad-note: ΚΑΤΑΛΛΗΛΟΝ <box>80 1532 134 1541</box>
tender-text: Ἡ ὑπηρεσία τοῦ Ἀριστοτελείου Πανεπιστημίου Θεσσαλονίκης προκηρύσσει πρόχειρον μειοδοτικόν διαγωνισμόν διά τήν προμήθειαν. Οἱ ἐνδιαφερόμενοι δύνανται νά λάβουν γνῶσιν τῶν ὅρων εἰς τά γραφεῖα τῆς ὑπηρεσίας, καθ' ἑκάστην ἐργάσιμον ἡμέραν. <box>1036 1692 1184 1771</box>
article-text: Ἡ ἐπιτροπή διδάκτρων ἀνακοινοῖ ὅτι ἡ καταβολή τῶν διδάκτρων θά γίνῃ μέχρι τέλους τοῦ μηνός. <box>423 1260 617 1280</box>
classified-ad: ΖΗΤΕΙΤΑΙ υπάλληλος διά ξενοδοχείον. Τηλ. 26-304. <box>1036 268 1174 290</box>
article-text: Ἡ Ἕνωσις Πελοποννησίων Θεσσαλονίκης ἀνακοινοῖ εἰς τά μέλη της ὅτι ἡ ἐτησία γενική συνέλευσις θά λάβῃ χώραν προσεχῶς. <box>423 866 617 895</box>
classified-ad: ΖΗΤΕΙΤΑΙ κυρία διά καθαριότητα. Τηλ. 28-017. <box>1036 546 1174 569</box>
classified-ad: ΦΟΙΤΗΤΡΙΑ διδάσκει μαθήματα. Τηλ. 28-017. <box>1036 351 1174 374</box>
tender-signature: Ο πρύτανις Π. Κ. ΧΡΗΣΤΟΥ <box>672 1580 779 1590</box>
tender-signature: Ο πρύτανις Π. Κ. ΧΡΗΣΤΟΥ <box>672 1314 779 1324</box>
tenders-column-a <box>628 1148 822 2032</box>
article-text: Κατά τήν ἑβδομάδα τά ἐργατικά σωματεῖα προέβησαν εἰς τάς ἐκλογάς διοικητικῶν συμβουλίων. Ἀνεκοινώθησαν αἱ κάτωθι ἐκλογαί συμβουλίων. <box>1186 1372 1375 1412</box>
classified-ad: ΖΗΤΕΙΤΑΙ ψάλτης διά την Εκκλησίαν. Τηλ. 24-220. <box>1036 101 1174 124</box>
article-text: Εἰς τό Γαλλικόν Ἰνστιτοῦτον διοργανώνονται θερινά μαθήματα γαλλικῆς γλώσσης. <box>1383 1182 1573 1202</box>
tender-heading: ΕΚΠΟΙΗΣΙΣ ΔΙΑΦΟΡΩΝ ΥΛΙΚΩΝ <box>658 1700 792 1710</box>
belvedere-name: BELVEDERE <box>431 1178 609 1207</box>
cinema-ad-subtitle: "A PATCH OF BLUE", Η ΤΑΙΝΙΑ ΤΗΣ ΧΡΟΝΙΑΣ <box>16 1419 199 1430</box>
article-text: Μία χαρακτηριστική ἔκθεσις ἀναφέρεται εἰς τήν ἀνάγκην ὀργανώσεως τῶν Ἑλλήνων ἐπαγγελματιῶν καί βιοτεχνῶν εἰς ὁμάδας κατά κλάδους, διά νά ἀντιμετωπίσουν τάς μεγάλας ἐπιχειρήσεις. <box>1383 572 1573 622</box>
classified-ad: ΠΩΛΕΙΤΑΙ οικόπεδον εις Καλαμαριάν 400 τ.μ. Πληροφορίαι τηλ. 31-118. <box>628 91 822 114</box>
tender-text: Ἡ ὑπηρεσία τοῦ Ἀριστοτελείου Πανεπιστημίου Θεσσαλονίκης προκηρύσσει πρόχειρον μειοδοτικόν διαγωνισμόν διά τήν προμήθειαν. Οἱ ἐνδιαφερόμενοι δύνανται νά λάβουν γνῶσιν τῶν ὅρων εἰς τά γραφεῖα τῆς ὑπηρεσίας, καθ' ἑκάστην ἐργάσιμον ἡμέραν. <box>628 1184 822 1243</box>
headline-tourismos: Ο ΔΙΑΓΩΝΙΣΜΟΣ ΕΙΣΑΓΩΓΗΣ ΝΕΩΝ ΜΑΘΗΤΩΝ ΕΙΣ ΣΧΟΛΑΣ ΤΟΥΡΙΣΤΙΚΩΝ ΕΠΑΓΓΕΛΜΑΤΩΝ <box>32 1150 383 1210</box>
classified-ad: ΠΩΛΟΥΝΤΑΙ ισόγεια διαμερίσματα εις Χαριλάου. Τηλ. 73-114. <box>628 175 822 198</box>
subheadline-vrettanos: Ο ΒΡΕΤΤΑΝΟΣ ΑΚΟΛΟΥΘΟΣ ΗΥΧΑΡΙΣΤΗΣΕ ΘΕΡΜΩΣ ΤΟ ΓΕΑ <box>1198 67 1561 82</box>
tender-heading: ΠΡΟΜΗΘΕΙΑ ΚΑΙ ΕΓΚΑΤΑΣΤΑΣΙΣ ΣΤΕΡΕΟΦΩΝΙΚΟΥ ΣΥΣΤΗΜΑΤΟΣ <box>859 1765 999 1784</box>
article-text: Εἰς τήν ἐπιτροπήν τοῦ Γ΄ Σ.Στρατοῦ, συνεχίζονται αἱ προσφοραί χρημάτων καί ἱματισμοῦ διά τήν περίθαλψιν τῶν σεισμοπλήκτων. Προσφοραί Τραπεζῶν. <box>212 827 407 867</box>
article-text: Ὁ φροντιστήριον "Εὐκλείδης" ἀνακοινοῖ ὅτι ἀρχίζουν τά προπαρασκευαστικά μαθήματα διά τάς εἰσαγωγικάς ἐξετάσεις. <box>423 729 617 759</box>
tenders-column-b <box>832 1148 1026 2016</box>
headline-naftikes-texnes: ΠΡΟΣΚΛΗΣΙΣ ΑΣΚΟΥΝΤΩΝ ΤΑΣ ΝΑΥΤΙΚΑΣ ΤΕΧΝΑΣ <box>427 771 613 797</box>
article-text: Ἐκ τοῦ ὑπουργείου Βορείου Ἑλλάδος ἀνακοινοῦται ὅτι εἰσιτήρια τῆς Ἐργατικῆς Ἑστίας δικαιοῦνται μόνον οἱ ἐργαζόμενοι καί τά μέλη τῶν οἰκογενειῶν των. <box>423 54 617 94</box>
tender-signature: Ο πρύτανις Π. Κ. ΧΡΗΣΤΟΥ <box>1056 1652 1163 1662</box>
article-text: ΑΘΗΝΑΙ, 28.— Ἐκ τοῦ ὑπουργείου ἀνακοινοῦται ὅτι εἰς τό ἑξῆς μόνον ἐπώνυμοι καταγγελίαι θά ἐξετάζωνται. <box>423 183 617 212</box>
tender-text: Ἡ ὑπηρεσία τοῦ Ἀριστοτελείου Πανεπιστημίου Θεσσαλονίκης προκηρύσσει πρόχειρον μειοδοτικόν διαγωνισμόν διά τήν προμήθειαν. Οἱ ἐνδιαφερόμενοι δύνανται νά λάβουν γνῶσιν τῶν ὅρων εἰς τά γραφεῖα τῆς ὑπηρεσίας, καθ' ἑκάστην ἐργάσιμον ἡμέραν. <box>832 1345 1026 1404</box>
classified-ad: ΑΝΕΥ ΜΕΣΙΤΟΥ πωλείται κατάστημα εις κεντρικόν δρόμον. Τηλ. 74-605. <box>628 119 822 141</box>
belvedere-line2: ΤΟ ΞΕΝΟΔΟΧΕΙΟΝ <box>465 1160 574 1175</box>
classifieds-title: ΜΙΚΡΑΙ ΑΓΓΕΛΙΑΙ: Πωλήσεις - Ζητήσεις <box>715 22 1096 44</box>
belvedere-ad <box>423 1140 617 1236</box>
article-text: ΑΘΗΝΑΙ, 28.— Βάσει τῆς κειμένης περί σχεδίων πόλεων νομοθεσίας, ἐξεδόθη προσφάτως τοῦ ὑπουργεῖου Δημοσίων Ἔργων διάταγμα, ἐπερχόμενον νέας τροποποιήσεις εἰς τό ρυμοτομικόν σχέδιον τῆς Θεσσαλονίκης. Διά τοῦ διατάγματος τούτου καταργοῦνται οἰκοδομικά τετράγωνα, ἐγκρίνονται νέαι ρυμοτομικαί γραμμαί καί καθορίζονται οἱ ὅροι δομήσεως τῶν οἰκοπέδων. <box>8 332 203 421</box>
headline-loutra: ΔΙΑΘΕΣΙΣ ΕΙΣΙΤΗΡΙΩΝ ΔΙΑ ΘΑΛΑΣΣΙΑ ΛΟΥΤΡΑ ΕΙΣ ΕΡΓΑΖΟΜΕΝΟΥΣ <box>442 308 598 348</box>
headline-gamos: ΥΠΟΣΧΕΘΕΙΣ ΓΑΜΟΝ ΤΗΣ ΑΠΕΣΠΑΣΕΝ 26.000 ΔΡΑΧΜΑΣ <box>1188 409 1370 437</box>
classified-ad: ΠΩΛΕΙΤΑΙ διώροφος οικία εις Ανω Τούμπαν. Πληροφ. τηλ. 36-514. <box>628 509 822 532</box>
doctor-card: ΣΙΔΕΡΗΣ Ν. ΠΑΠΑΣΟΦΑΣ ΧΕΙΡΟΥΡΓΟΣ Τηλ. 48-702 <box>1383 1617 1573 1656</box>
classified-ad: ΠΩΛΕΙΤΑΙ διαμέρισμα εις Φάληρον. Τηλ. 25-184. <box>830 203 1028 216</box>
tender-heading: ΠΡΟΜΗΘΕΙΑ ΚΑΙ ΕΓΚΑΤΑΣΤΑΣΙΣ ΑΥΤΟΜΑΤΟΥ ΤΗΛΕΦΩΝΙΚΟΥ ΚΕΝΤΡΟΥ <box>641 1861 809 1880</box>
article-text: ΑΘΗΝΑΙ, 28.— Ἐξεδόθη ὑπό τοῦ ὑπουργοῦ Ἐμπορίου ἀγορανομική διάταξις διά τῆς ὁποίας καθορίζονται αἱ νέαι τιμαί τῶν κατεψυγμένων πουλερικῶν. <box>423 257 617 296</box>
classified-ad: ΝΕΟΣ, δεκαετή πείραν, αναλαμβάνει εργασίαν. Τηλ. 25-477. <box>1036 212 1174 235</box>
tender-heading: ΠΡΟΜΗΘΕΙΑ ΤΗΛΕΦΩΝΙΚΟΥ ΥΛΙΚΟΥ <box>1048 1324 1171 1344</box>
tender-heading: ΕΚΠΟΙΗΣΙΣ ΕΙΔΩΝ <box>1070 1876 1149 1887</box>
tender-text: Ἡ ὑπηρεσία τοῦ Ἀριστοτελείου Πανεπιστημίου Θεσσαλονίκης προκηρύσσει πρόχειρον μειοδοτικόν διαγωνισμόν διά τήν προμήθειαν. Οἱ ἐνδιαφερόμενοι δύνανται νά λάβουν γνῶσιν τῶν ὅρων εἰς τά γραφεῖα τῆς ὑπηρεσίας, καθ' ἑκάστην ἐργάσιμον ἡμέραν. <box>1036 1349 1184 1428</box>
insurance-brand-1: ΑΣΦΑΛΕΙΑΙ <box>1356 1710 1496 1741</box>
cinema-ad-venue: ΟΛΥΜΠΙΑ <box>43 1465 171 1497</box>
headline-7-diafores: ΑΙ 7 ΔΙΑΦΟΡΑΙ <box>476 1095 563 1110</box>
tender-heading: ΠΡΟΜΗΘΕΙΑ ΚΑΙ ΕΓΚΑΤΑΣΤΑΣΙΣ ΚΛΙΜΑΤΙΣΤΙΚΩΝ ΚΛΙΜΑΤΩΝ <box>859 1490 999 1510</box>
classified-ad: ΖΗΤΕΙΤΑΙ υπάλληλος διά λογιστήριον. Τηλ. 32-742. <box>1036 184 1174 207</box>
article-text: Ἡ Ἕνωσις Πελοποννησίων Θεσσαλονίκης ἀνακοινοῖ εἰς τά μέλη της ὅτι ἡ ἐτησία γενική συνέλευσις θά λάβῃ χώραν προσεχῶς. <box>423 901 617 931</box>
tender-heading: ΚΑΤΑΣΚΕΥΗ ΜΕΤΑΛΛΙΚΟΥ ΣΚΕΛΕΤΟΥ <box>643 1434 807 1445</box>
tender-signature: Ο πρύτανις Π. Κ. ΧΡΗΣΤΟΥ <box>672 2016 779 2026</box>
headline-limeniko: ΤΟΠΟΘΕΤΗΣΕΙΣ ΑΞΙΩΜΑΤΙΚΩΝ ΛΙΜΕΝΙΚΟΥ ΣΩΜΑΤΟΣ ΕΙΣ ΛΙΜΕΝΑΡΧΕΙΑ, ΥΠΗΡΕΣΙΑΣ ΚΑΙ ΝΑΥΤΙΚΑΣ ΣΧΟΛΑΣ <box>8 649 407 698</box>
classified-ad: ΑΠΟ ΤΗΝ ΑΥΤΟΚΙΝΗΤΟΥ Ζητείται αυτοκίνητο. Τηλ. 56-133. <box>830 351 1028 374</box>
tender-text: Ἡ ὑπηρεσία τοῦ Ἀριστοτελείου Πανεπιστημίου Θεσσαλονίκης προκηρύσσει πρόχειρον μειοδοτικόν διαγωνισμόν διά τήν προμήθειαν. Οἱ ἐνδιαφερόμενοι δύνανται νά λάβουν γνῶσιν τῶν ὅρων εἰς τά γραφεῖα τῆς ὑπηρεσίας, καθ' ἑκάστην ἐργάσιμον ἡμέραν. <box>832 1619 1026 1679</box>
classified-ad: ΖΗΤΕΙΤΑΙ κυρία διά φύλαξιν παιδιού. Τηλ. 26-304. <box>1036 240 1174 263</box>
article-text: Μία χαρακτηριστική ἔκθεσις ἀναφέρεται εἰς τήν ἀνάγκην ὀργανώσεως τῶν Ἑλλήνων ἐπαγγελματιῶν καί βιοτεχνῶν εἰς ὁμάδας κατά κλάδους, διά νά ἀντιμετωπίσουν τάς μεγάλας ἐπιχειρήσεις. <box>1383 627 1573 677</box>
classified-ad: ΑΥΤΟΚΙΝΗΤΑ μεταχειρισμένα πωλούνται. Τηλ. 61-210. <box>1036 295 1174 318</box>
classified-ad: ΖΗΤΟΥΝΤΑΙ εργάτριαι διά βιοτεχνίαν ενδυμάτων. Τηλ. 84-235. <box>1036 128 1174 151</box>
article-text: Εἰς τό νοσοκομεῖον μετεφέρθη ἑξαετές παιδίον τό ὁποῖον ἐδήχθη εἰς τήν χεῖρα ὑπό τεραστίου ποντικοῦ ἐνῷ ἐκοιμᾶτο. <box>1186 332 1372 362</box>
classified-ad: ΣΤΗΝ ΚΑΛΑΜΑΡΙΑ πωλούνται οικόπεδα εις τιμάς ευκαιρίας. Τηλ. 74-603. <box>830 434 1028 456</box>
article-text: ΚΑΒΑΛΑ, 28.— Τό ἐμπορικόν καί βιομηχανικόν ἐπιμελητήριον Καβάλας συνέταξε πρότασιν πρός τάς ἁρμοδίας ὑπηρεσίας διά τήν βιομηχανικήν ἀνάπτυξιν τῆς περιοχῆς, διά τῆς ὁποίας ζητεῖται ἡ ἵδρυσις βιομηχανικῆς περιοχῆς καί ἡ παροχή κινήτρων. <box>8 571 203 630</box>
headline-epaggelmaties: ΜΟΝΟΝ ΑΝ ΟΡΓΑΝΩΘΟΥΝ ΕΙΣ ΟΜΑΔΑΣ ΚΑΤΑ ΚΛΑΔΟΥΣ ΟΙ ΕΛΛΗΝΕΣ ΕΠΑΓΓΕΛΜΑΤΙΑΙ ΚΑΙ ΒΙΟΤΕΧΝΑΙ ΘΑ ΑΝΤΙΜΕΤΩΠΙΣΟΥΝ ΤΑΣ ΜΕΓΑΛΑΣ ΕΠΙΧΕΙΡΗΣΕΙΣ <box>1188 526 1571 568</box>
subheadline-tetragona: ΚΑΤΑΡΓΟΥΝΤΑΙ ΚΑΙ ΟΙΚΟΔΟΜΙΚΑ ΤΕΤΡΑΓΩΝΑ <box>34 120 381 137</box>
cinema-ad-title2: ΤΟΥ ΣΚΟΤΟΥΣ <box>34 1352 181 1417</box>
classifieds-section <box>628 8 1182 629</box>
article-text: Κατά τήν ἑβδομάδα τά ἐργατικά σωματεῖα προέβησαν εἰς τάς ἐκλογάς διοικητικῶν συμβουλίων. Ἀνεκοινώθησαν αἱ κάτωθι ἐκλογαί συμβουλίων. <box>1383 1282 1573 1321</box>
doctors-title: ΟΙ ΙΑΤΡΟΙ ΤΗΣ ΘΕΣΣΑΛΟΝΙΚΗΣ <box>1218 1432 1540 1454</box>
article-text: ΓΙΑΝΝΙΤΣΑ, 28.— Ὡμίλησεν ὁ ταξίαρχος πρός τούς κατοίκους τῶν Γιαννιτσῶν. <box>1186 1220 1375 1240</box>
article-text: Πρωτοβουλίᾳ τοῦ κοινοτικοῦ συμβουλίου ἀνηγέρθη ἡρῷον εἰς Φιλαδέλφειαν, τά ἀποκαλυπτήρια τοῦ ὁποίου θά γίνουν προσεχῶς. <box>423 511 617 540</box>
article-text: Καλοῦνται οἱ ἀσκοῦντες τάς ναυτικάς τέχνας ὅπως προσέλθουν εἰς τά γραφεῖα τῆς ἐπιτροπῆς. <box>423 802 617 822</box>
article-text: ΚΑΒΑΛΑ, 28.— Τό ἐμπορικόν καί βιομηχανικόν ἐπιμελητήριον Καβάλας συνέταξε πρότασιν πρός τάς ἁρμοδίας ὑπηρεσίας διά τήν βιομηχανικήν ἀνάπτυξιν τῆς περιοχῆς, διά τῆς ὁποίας ζητεῖται ἡ ἵδρυσις βιομηχανικῆς περιοχῆς καί ἡ παροχή κινήτρων. <box>8 506 203 565</box>
article-text: ΑΘΗΝΑΙ, 28.— Βάσει τῆς κειμένης περί σχεδίων πόλεων νομοθεσίας, ἐξεδόθη προσφάτως τοῦ ὑπουργεῖου Δημοσίων Ἔργων διάταγμα, ἐπερχόμενον νέας τροποποιήσεις εἰς τό ρυμοτομικόν σχέδιον τῆς Θεσσαλονίκης. Διά τοῦ διατάγματος τούτου καταργοῦνται οἰκοδομικά τετράγωνα, ἐγκρίνονται νέαι ρυμοτομικαί γραμμαί καί καθορίζονται οἱ ὅροι δομήσεως τῶν οἰκοπέδων. <box>212 142 407 231</box>
cinema-ad-line1: ΟΥΤΕ ΠΡΙΝ ΑΠΟ 10 ΧΡΟΝΙΑ ΕΙΔΑΜΕ... <box>26 1275 189 1286</box>
tender-text: Ἡ ὑπηρεσία τοῦ Ἀριστοτελείου Πανεπιστημίου Θεσσαλονίκης προκηρύσσει πρόχειρον μειοδοτικόν διαγωνισμόν διά τήν προμήθειαν. Οἱ ἐνδιαφερόμενοι δύνανται νά λάβουν γνῶσιν τῶν ὅρων εἰς τά γραφεῖα τῆς ὑπηρεσίας, καθ' ἑκάστην ἐργάσιμον ἡμέραν. <box>832 1175 1026 1234</box>
article-text: ΑΘΗΝΑΙ, 28.— Δι' ἀγορανομικῆς διατάξεως διεμορφώθησαν τά ἀνώτατα ὅρια τιμῶν διά τήν χονδρικήν πώλησιν τῆς ὀρύζης. <box>8 997 203 1027</box>
classified-ad: ΑΡ. ΧΡΗΣΤΟΠΟΥΛΟΣ & Σία Ο.Ε. Αγοραί πωλήσεις ακινήτων. Τηλ. 35-584. <box>830 63 1028 86</box>
article-text: Μία χαρακτηριστική ἔκθεσις ἀναφέρεται εἰς τήν ἀνάγκην ὀργανώσεως τῶν Ἑλλήνων ἐπαγγελματιῶν καί βιοτεχνῶν εἰς ὁμάδας κατά κλάδους, διά νά ἀντιμετωπίσουν τάς μεγάλας ἐπιχειρήσεις. <box>1186 572 1375 622</box>
tender-text: Ἡ ὑπηρεσία τοῦ Ἀριστοτελείου Πανεπιστημίου Θεσσαλονίκης προκηρύσσει πρόχειρον μειοδοτικόν διαγωνισμόν διά τήν προμήθειαν. Οἱ ἐνδιαφερόμενοι δύνανται νά λάβουν γνῶσιν τῶν ὅρων εἰς τά γραφεῖα τῆς ὑπηρεσίας, καθ' ἑκάστην ἐργάσιμον ἡμέραν. <box>628 1885 822 1945</box>
tender-text: Ἡ ὑπηρεσία τοῦ Ἀριστοτελείου Πανεπιστημίου Θεσσαλονίκης προκηρύσσει πρόχειρον μειοδοτικόν διαγωνισμόν διά τήν προμήθειαν. Οἱ ἐνδιαφερόμενοι δύνανται νά λάβουν γνῶσιν τῶν ὅρων εἰς τά γραφεῖα τῆς ὑπηρεσίας, καθ' ἑκάστην ἐργάσιμον ἡμέραν. <box>1036 1977 1184 2056</box>
headline-katangelies: ΜΟΝΟΝ ΕΠΩΝΥΜΟΙ ΚΑΤΑΓΓΕΛΙΑΙ ΘΑ ΕΞΕΤΑΖΩΝΤΑΙ <box>424 151 616 179</box>
article-text: ΑΘΗΝΑΙ, 28.— Εἰς τό Παρίσι ἔφθασαν οἱ ἐκδρομεῖς φοιτηταί τῆς Ἰατρικῆς Σχολῆς τοῦ Πανεπιστημίου Θεσσαλονίκης. <box>423 621 617 650</box>
headline-oryza: ΔΙΕΜΟΡΦΩΘΗΣΑΝ ΤΑ ΑΝΩΤΑΤΑ ΟΡΙΑ ΤΙΜΩΝ ΔΙΑ ΤΗΝ ΧΟΝΔΡΙΚΗΝ ΠΩΛΗΣΙΝ ΤΗΣ ΟΡΥΖΗΣ <box>28 931 387 992</box>
